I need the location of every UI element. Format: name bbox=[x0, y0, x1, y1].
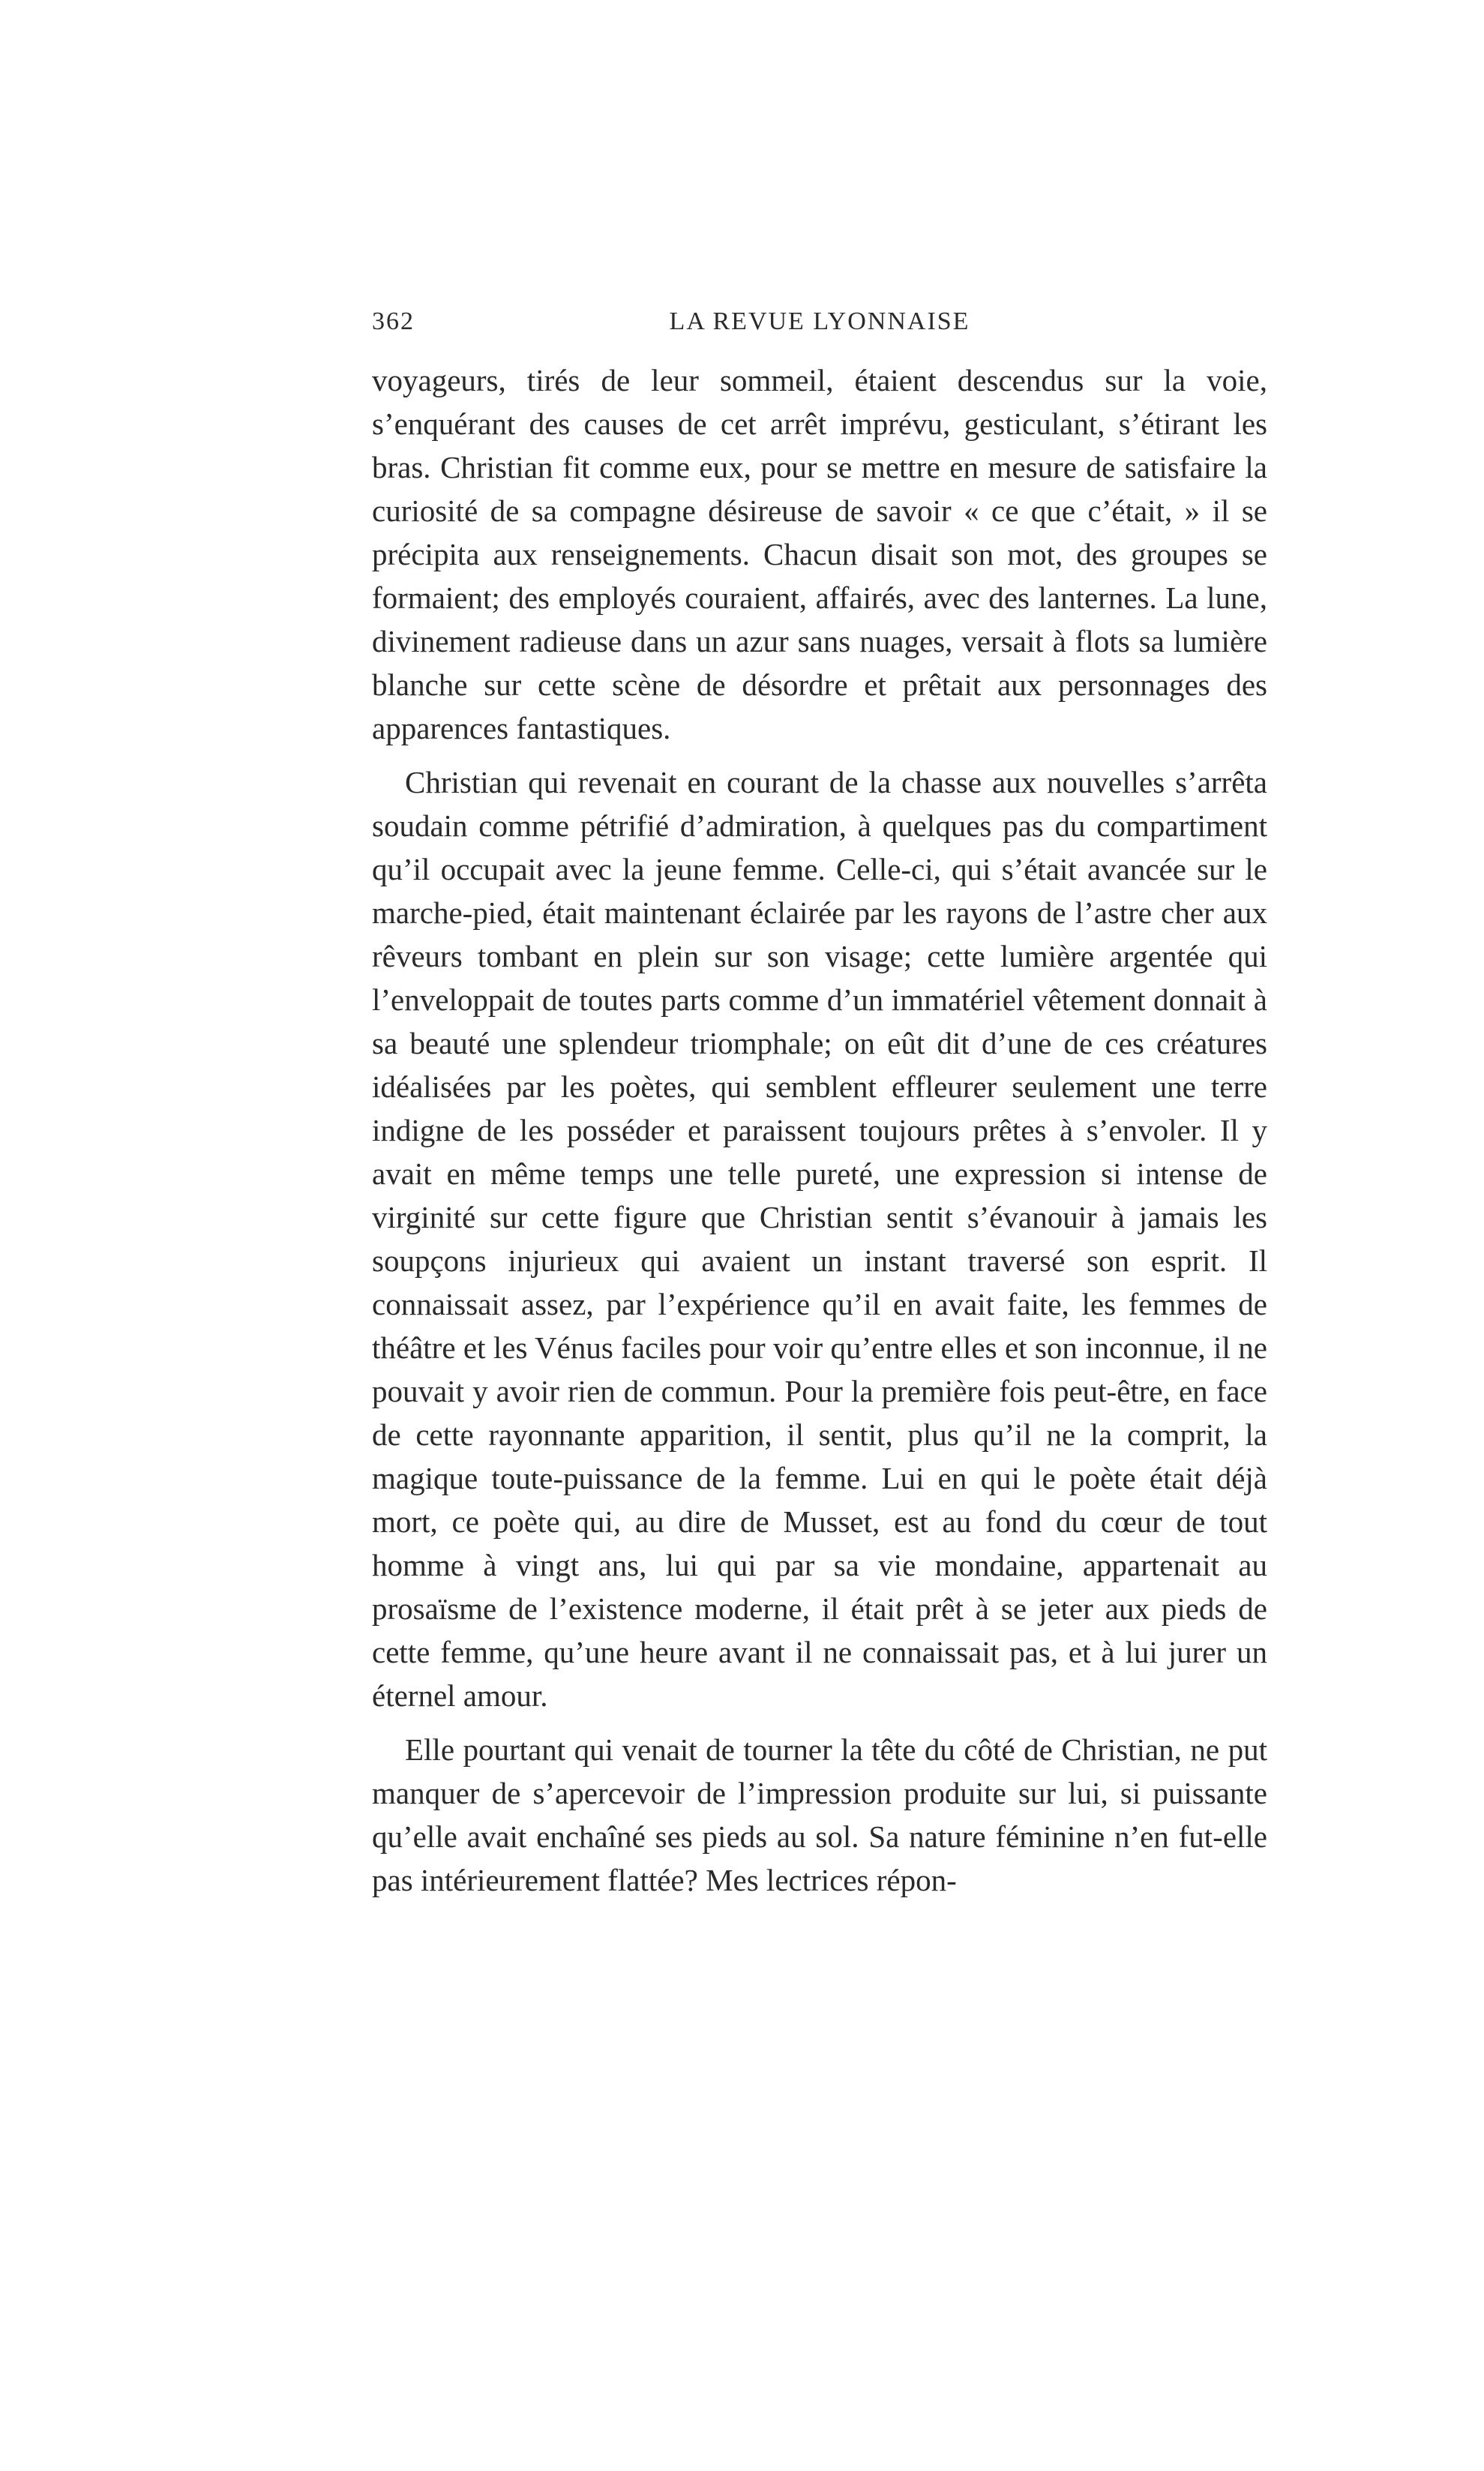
page-number: 362 bbox=[372, 307, 415, 335]
page-header bbox=[372, 307, 1267, 345]
paragraph-1: voyageurs, tirés de leur sommeil, étaient descendus sur la voie, s’enquérant des causes de cet arrêt imprévu, gesticulant, s’étirant les bras. Christian fit comme eux, pour se mettre en mesure de satisfaire la curiosité de sa compagne désireuse de savoir « ce que c’était, » il se précipita aux renseignements. Chacun disait son mot, des groupes se formaient; des employés couraient, affairés, avec des lanternes. La lune, divinement radieuse dans un azur sans nuages, versait à flots sa lumière blanche sur cette scène de désordre et prêtait aux personnages des apparences fantastiques. bbox=[372, 363, 1267, 745]
running-title: LA REVUE LYONNAISE bbox=[669, 307, 970, 335]
body-text bbox=[372, 358, 1267, 1902]
paragraph-3: Elle pourtant qui venait de tourner la tête du côté de Christian, ne put manquer de s’apercevoir de l’impression produite sur lui, si puissante qu’elle avait enchaîné ses pieds au sol. Sa nature féminine n’en fut-elle pas intérieurement flattée? Mes lectrices répon- bbox=[372, 1732, 1267, 1897]
paragraph-2: Christian qui revenait en courant de la chasse aux nouvelles s’arrêta soudain comme pétrifié d’admiration, à quelques pas du compartiment qu’il occupait avec la jeune femme. Celle-ci, qui s’était avancée sur le marche-pied, était maintenant éclairée par les rayons de l’astre cher aux rêveurs tombant en plein sur son visage; cette lumière argentée qui l’enveloppait de toutes parts comme d’un immatériel vêtement donnait à sa beauté une splendeur triomphale; on eût dit d’une de ces créatures idéalisées par les poètes, qui semblent effleurer seulement une terre indigne de les posséder et paraissent toujours prêtes à s’envoler. Il y avait en même temps une telle pureté, une expression si intense de virginité sur cette figure que Christian sentit s’évanouir à jamais les soupçons injurieux qui avaient un instant traversé son esprit. Il connaissait assez, par l’expérience qu’il en avait faite, les femmes de théâtre et les Vénus faciles pour voir qu’entre elles et son inconnue, il ne pouvait y avoir rien de commun. Pour la première fois peut-être, en face de cette rayonnante apparition, il sentit, plus qu’il ne la comprit, la magique toute-puissance de la femme. Lui en qui le poète était déjà mort, ce poète qui, au dire de Musset, est au fond du cœur de tout homme à vingt ans, lui qui par sa vie mondaine, appartenait au prosaïsme de l’existence moderne, il était prêt à se jeter aux pieds de cette femme, qu’une heure avant il ne connaissait pas, et à lui jurer un éternel amour. bbox=[372, 765, 1267, 1713]
